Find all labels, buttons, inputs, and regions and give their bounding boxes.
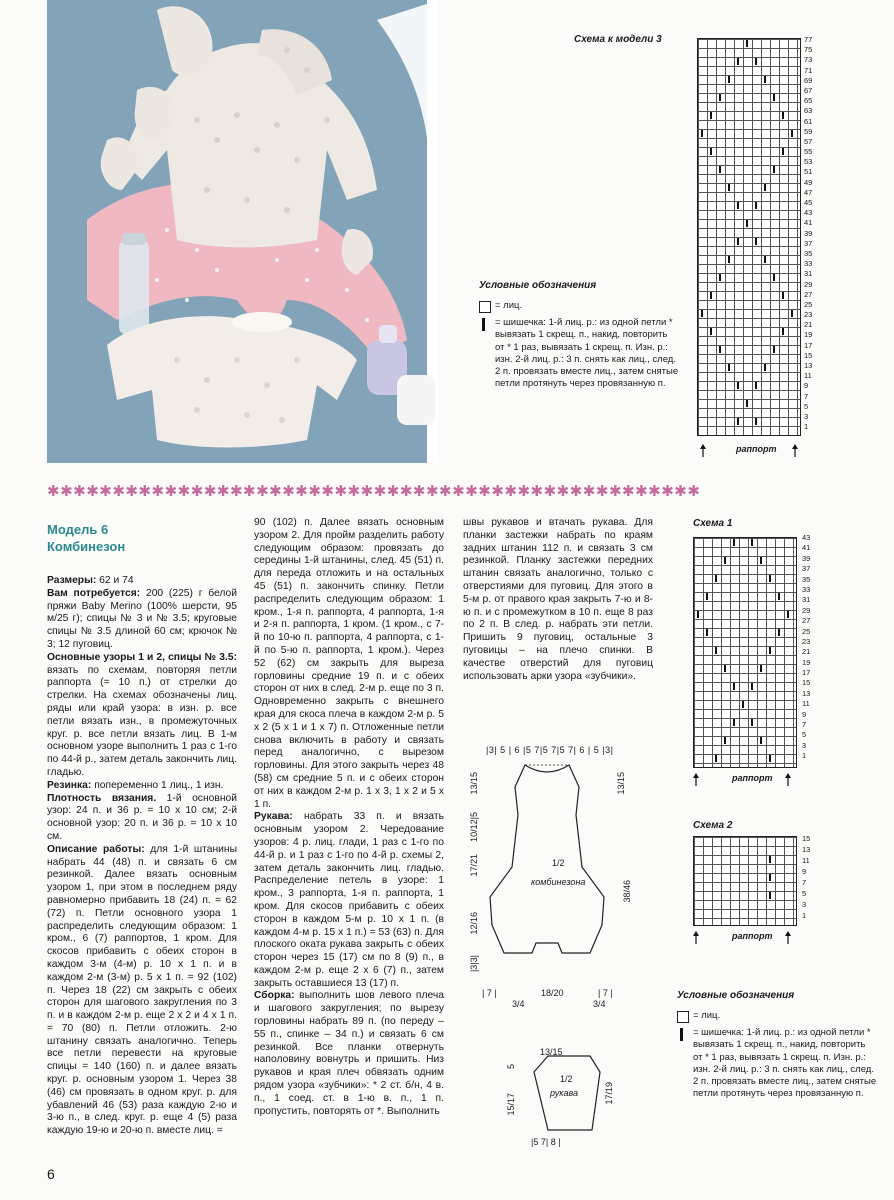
bobble-mark <box>760 665 762 672</box>
row-number: 11 <box>804 371 812 381</box>
romper-left-dim-2: 10/12|5 <box>469 812 479 842</box>
row-number: 7 <box>804 391 809 401</box>
row-number: 31 <box>802 595 811 605</box>
row-number: 7 <box>802 878 807 887</box>
paragraph-heading: Рукава: <box>254 811 293 823</box>
bobble-mark <box>719 346 721 353</box>
row-number: 7 <box>802 720 807 730</box>
paragraph-heading: Сборка: <box>254 990 295 1002</box>
bobble-mark <box>782 328 784 335</box>
legend-bottom <box>677 990 877 1104</box>
row-number: 51 <box>804 167 813 177</box>
bobble-mark <box>787 611 789 618</box>
row-number: 11 <box>802 699 810 709</box>
legend-knit-text: = лиц. <box>495 300 523 312</box>
row-number: 47 <box>804 187 813 197</box>
row-number: 23 <box>802 636 811 646</box>
vertical-bar-icon <box>479 317 491 331</box>
bobble-mark <box>737 238 739 245</box>
bobble-mark <box>719 274 721 281</box>
row-number: 19 <box>802 657 811 667</box>
bobble-mark <box>746 400 748 407</box>
arrow-up-icon <box>785 931 791 944</box>
paragraph-heading: Вам потребуется: <box>47 587 141 599</box>
scheme3-title: Схема к модели 3 <box>574 34 662 45</box>
row-number: 43 <box>804 208 813 218</box>
row-number: 57 <box>804 136 813 146</box>
text-column-1 <box>47 575 237 1138</box>
sleeve-label-name: рукава <box>550 1088 578 1098</box>
row-number: 61 <box>804 116 813 126</box>
row-number: 1 <box>804 422 809 432</box>
row-number: 13 <box>802 845 811 854</box>
legend-bobble-text: = шишечка: 1-й лиц. р.: из одной петли * вывязать 1 скрещ. п., накид, повторить от * 1 раз, вывязать 1 скрещ. п. Изн. р.: изн. 2-й лиц. р.: 3 п. снять как лиц., след. 2 п. провязать вместе лиц., затем снятые петли протянуть через провязанную п. <box>693 1027 877 1100</box>
bobble-mark <box>755 418 757 425</box>
paragraph <box>254 811 444 990</box>
row-number: 73 <box>804 55 813 65</box>
bobble-mark <box>710 112 712 119</box>
romper-bottom-small-1: 3/4 <box>512 999 525 1009</box>
row-number: 11 <box>802 856 810 865</box>
paragraph <box>47 575 237 588</box>
paragraph <box>47 652 237 780</box>
paragraph <box>47 588 237 652</box>
row-number: 23 <box>804 310 813 320</box>
row-number: 59 <box>804 126 813 136</box>
romper-label-name: комбинезона <box>531 877 586 887</box>
bobble-mark <box>782 292 784 299</box>
bobble-mark <box>751 683 753 690</box>
bobble-mark <box>737 418 739 425</box>
row-number: 37 <box>802 564 811 574</box>
paragraph-text: вязать по схемам, повторяя петли раппорта (= 10 п.) от стрелки до стрелки. На схемах обозначены лиц. ряды или край узора: в изн. р. все петли вязать изн., в промежуточных круг. р. все петли вязать лиц. В 1-м основном узоре выполнить 1 раз с 1-го по 44-й р., затем деталь закончить лиц. гладью. <box>47 664 237 778</box>
row-number: 39 <box>804 228 813 238</box>
row-number: 55 <box>804 147 813 157</box>
row-number: 13 <box>804 361 813 370</box>
romper-left-dim-4: 12/16 <box>469 912 479 935</box>
photo-knitted-baby-clothes <box>47 0 439 463</box>
paragraph-text: 90 (102) п. Далее вязать основным узором 2. Для пройм разделить работу следующим образом: провязать до середины 1-й штанины, след. 45 (51) п. для переда отложить и на остальных 45 (51) п. закончить спинку. Петли распределить следующим образом: 1 кром., 1-я п. раппорта, 4 раппорта, 1-я и 2-я п. раппорта, 1 кром. (1 кром., с 7-й по 10-ю п. раппорта, 4 раппорта, с 1-й по 5-ю п. раппорта, 1 кром.). Через 52 (62) см закрыть для выреза горловины средние 19 п. и с обеих сторон от них в след. 2-м р. еще по 3 п. Одновременно закрыть с внешнего края для скоса плеча в каждом 2-м р. 5 х 2 (5 х 1 и 1 х 7) п. Отложенные петли снова включить в работу и связать перед аналогично, с вырезом горловины. Для этого закрыть через 48 (58) см средние 5 п. и с обеих сторон от них в каждом 2-м р. 1 х 3, 1 х 2 и 5 х 1 п. <box>254 517 444 810</box>
bobble-mark <box>778 593 780 600</box>
legend-knit-row <box>677 1010 877 1023</box>
bobble-mark <box>742 701 744 708</box>
row-number: 41 <box>802 543 811 553</box>
bobble-mark <box>773 166 775 173</box>
paragraph-heading: Плотность вязания. <box>47 792 157 804</box>
row-number: 53 <box>804 157 813 167</box>
row-number: 77 <box>804 35 813 44</box>
bobble-mark <box>715 647 717 654</box>
bobble-mark <box>737 58 739 65</box>
legend-bobble-row <box>677 1027 877 1100</box>
bobble-mark <box>764 256 766 263</box>
romper-label-half: 1/2 <box>552 858 565 868</box>
romper-bottom-dim-1: | 7 | <box>482 988 497 998</box>
model-title <box>47 521 125 555</box>
bobble-mark <box>746 220 748 227</box>
paragraph-text: выполнить шов левого плеча и шагового закругления; по вырезу горловины набрать 89 п. (по переду – 55 п., спинке – 34 п.) и связать 6 см резинкой. Все планки отвернуть наполовину вовнутрь и пришить. Низ рукавов и края плеч обвязать одним рядом узора «зубчики»: * 2 ст. б/н, 4 в. п., 1 соед. ст. в 1-ю в. п., 1 п. пропустить, повторять от *. Выполнить <box>254 990 444 1117</box>
romper-bottom-dim-2: 18/20 <box>541 988 564 998</box>
paragraph-text: 1-й основной узор: 24 п. и 36 р. = 10 х 10 см; 2-й основной узор: 20 п. и 36 р. = 10 х 10 см. <box>47 792 238 842</box>
bobble-mark <box>737 382 739 389</box>
row-number: 15 <box>804 350 813 360</box>
bobble-mark <box>724 737 726 744</box>
empty-square-icon <box>677 1010 689 1023</box>
bobble-mark <box>710 328 712 335</box>
row-number: 1 <box>802 911 807 920</box>
legend-title: Условные обозначения <box>479 280 597 291</box>
row-number: 75 <box>804 45 813 55</box>
row-number: 5 <box>802 889 807 898</box>
bobble-mark <box>751 539 753 546</box>
bobble-mark <box>778 629 780 636</box>
row-number: 63 <box>804 106 813 116</box>
scheme2-grid <box>693 836 797 926</box>
paragraph-text: набрать 33 п. и вязать основным узором 2. Чередование узоров: 4 р. лиц. глади, 1 раз с 1-го по 44-й р. и 1 раз с 1-го по 4-й р. схемы 2, затем деталь закончить лиц. гладью. Распределение петель в узоре: 1 кром., 3 раппорта, 1-я п. раппорта, 1 кром. Для скосов прибавить с обеих сторон в каждом 5-м р. 10 х 1 п. (в каждом 4-м р. 15 х 1 п.) = 53 (63) п. Для плоского оката рукава закрыть с обеих сторон через 15 (17) см по 8 (9) п., в каждом 2-м р. еще 2 х 6 (7) п., затем закрыть оставшиеся 13 (17) п. <box>254 811 444 989</box>
row-number: 35 <box>804 248 813 258</box>
row-number: 69 <box>804 75 813 85</box>
page-number: 6 <box>47 1166 55 1182</box>
bobble-mark <box>733 539 735 546</box>
row-number: 19 <box>804 330 813 340</box>
bobble-mark <box>769 856 771 863</box>
legend-top <box>479 280 679 394</box>
scheme1-rapport-arrows <box>693 773 803 787</box>
bobble-mark <box>760 737 762 744</box>
row-number: 71 <box>804 65 813 75</box>
sleeve-right-dim-1: 17/19 <box>604 1082 614 1105</box>
row-number: 25 <box>804 299 813 309</box>
row-number: 65 <box>804 96 813 106</box>
row-number: 17 <box>804 340 813 350</box>
text-column-2 <box>254 517 444 1118</box>
scheme2-title: Схема 2 <box>693 820 733 831</box>
ornament-divider: ✱✱✱✱✱✱✱✱✱✱✱✱✱✱✱✱✱✱✱✱✱✱✱✱✱✱✱✱✱✱✱✱✱✱✱✱✱✱✱✱✱✱✱✱✱✱✱✱✱✱ <box>47 483 701 500</box>
paragraph-heading: Резинка: <box>47 779 92 791</box>
row-number: 9 <box>802 867 807 876</box>
bobble-mark <box>715 575 717 582</box>
row-number: 29 <box>802 605 811 615</box>
bobble-mark <box>769 874 771 881</box>
arrow-up-icon <box>785 773 791 786</box>
row-number: 25 <box>802 626 811 636</box>
row-number: 27 <box>802 616 811 626</box>
bobble-mark <box>733 683 735 690</box>
row-number: 15 <box>802 834 811 843</box>
bobble-mark <box>782 148 784 155</box>
bobble-mark <box>706 629 708 636</box>
paragraph-text: швы рукавов и втачать рукава. Для планки застежки набрать по краям задних штанин 112 п. и связать 3 см резинкой. Планку застежки передних штанин связать аналогично, только с отверстиями для пуговиц. Для этого в 5-м р. от правого края закрыть 7-ю и 8-ю п. и с промежутком в 10 п. еще 8 раз по 2 п. В след. р. набрать эти петли. Пришить 9 пуговиц, остальные 3 пуговицы – на плечо спинки. В качестве отверстий для пуговиц использовать арки узора «зубчики». <box>463 517 653 682</box>
row-number: 45 <box>804 198 813 207</box>
paragraph-text: 200 (225) г белой пряжи Baby Merino (100% шерсти, 95 м/25 г); спицы № 3 и № 3.5; круговые спицы № 3.5 длиной 60 см; крючок № 3; 12 пуговиц. <box>47 587 238 650</box>
bobble-mark <box>764 364 766 371</box>
row-number: 1 <box>802 751 807 761</box>
row-number: 21 <box>802 647 811 657</box>
scheme1-row-numbers <box>802 533 810 762</box>
bobble-mark <box>728 364 730 371</box>
legend-knit-row <box>479 300 679 313</box>
bobble-mark <box>724 557 726 564</box>
paragraph <box>254 517 444 811</box>
sleeve-label-half: 1/2 <box>560 1074 573 1084</box>
scheme3-rapport-label: раппорт <box>736 444 777 454</box>
row-number: 5 <box>804 401 809 411</box>
bobble-mark <box>715 755 717 762</box>
row-number: 31 <box>804 269 813 279</box>
scheme2-rapport-arrows <box>693 931 803 945</box>
sleeve-left-dim-2: 15/17 <box>506 1093 516 1116</box>
bobble-mark <box>701 130 703 137</box>
bobble-mark <box>755 58 757 65</box>
row-number: 15 <box>802 678 811 688</box>
empty-square-icon <box>479 300 491 313</box>
paragraph-text: для 1-й штанины набрать 44 (48) п. и связать 6 см резинкой. Далее вязать основным узором 1, при этом в последнем ряду равномерно прибавить 18 (24) п. = 62 (72) п. Петли основного узора 1 распределить следующим образом: 1 кром., 6 (7) раппортов, 1 кром. Для скосов прибавить с обеих сторон в каждом 3-м (4-м) р. 10 х 1 п. и в каждом 2-м (3-м) р. 5 х 1 п. = 92 (102) п. Через 18 (22) см закрыть с обеих сторон для шагового закругления по 3 п. и в каждом 2-м р. еще 2 х 2 и 4 х 1 п. = 70 (80) п. Петли отложить. 2-ю штанину связать аналогично. Теперь все петли перевести на круговые спицы = 140 (160) п. и далее вязать круг. р. основным узором 1. Через 38 (46) см провязать в одном круг. р. для убавлений 46 (53) раза каждую 2-ю и 3-ю п., в след. круг. р. еще 4 (5) раза каждую 19-ю и 20-ю п. вместе лиц. = <box>47 843 237 1137</box>
bobble-mark <box>728 184 730 191</box>
row-number: 35 <box>802 574 811 584</box>
row-number: 3 <box>802 900 807 909</box>
romper-left-dim-5: |3|3| <box>469 955 479 973</box>
romper-left-dim-1: 13/15 <box>469 772 479 795</box>
paragraph-text: 62 и 74 <box>96 575 134 586</box>
bobble-mark <box>728 256 730 263</box>
romper-right-dim-2: 38/46 <box>622 880 632 903</box>
row-number: 3 <box>804 411 809 421</box>
sleeve-bottom-dim: |5 7| 8 | <box>531 1137 561 1147</box>
bobble-mark <box>782 112 784 119</box>
scheme1-rapport-label: раппорт <box>732 773 773 783</box>
paragraph <box>47 844 237 1138</box>
row-number: 37 <box>804 238 813 248</box>
legend-title: Условные обозначения <box>677 990 795 1001</box>
row-number: 41 <box>804 218 813 228</box>
model-number: Модель 6 <box>47 522 109 537</box>
paragraph-text: попеременно 1 лиц., 1 изн. <box>91 779 224 791</box>
scheme3-rapport-arrows <box>700 444 810 458</box>
bobble-mark <box>710 292 712 299</box>
paragraph-heading: Основные узоры 1 и 2, спицы № 3.5: <box>47 651 237 663</box>
bobble-mark <box>773 346 775 353</box>
row-number: 9 <box>804 381 809 391</box>
text-column-3 <box>463 517 653 683</box>
row-number: 17 <box>802 668 811 678</box>
bobble-mark <box>791 130 793 137</box>
row-number: 29 <box>804 279 813 289</box>
paragraph <box>47 793 237 844</box>
arrow-up-icon <box>693 773 699 786</box>
arrow-up-icon <box>693 931 699 944</box>
bobble-mark <box>737 202 739 209</box>
bobble-mark <box>764 184 766 191</box>
romper-bottom-small-2: 3/4 <box>593 999 606 1009</box>
arrow-up-icon <box>792 444 798 457</box>
bobble-mark <box>706 593 708 600</box>
bobble-mark <box>773 94 775 101</box>
romper-right-dim-1: 13/15 <box>616 772 626 795</box>
scheme2-row-numbers <box>802 833 810 921</box>
bobble-mark <box>710 148 712 155</box>
bobble-mark <box>697 611 699 618</box>
bobble-mark <box>719 166 721 173</box>
model-name: Комбинезон <box>47 539 126 554</box>
row-number: 43 <box>802 533 811 542</box>
bobble-mark <box>701 310 703 317</box>
legend-bobble-text: = шишечка: 1-й лиц. р.: из одной петли * вывязать 1 скрещ. п., накид, повторить от * 1 раз, вывязать 1 скрещ. п. Изн. р.: изн. 2-й лиц. р.: 3 п. снять как лиц., след. 2 п. провязать вместе лиц., затем снятые петли протянуть через провязанную п. <box>495 317 679 390</box>
bobble-mark <box>719 94 721 101</box>
romper-bottom-dim-3: | 7 | <box>598 988 613 998</box>
bobble-mark <box>755 238 757 245</box>
legend-bobble-row <box>479 317 679 390</box>
bobble-mark <box>760 557 762 564</box>
bobble-mark <box>773 274 775 281</box>
bobble-mark <box>733 719 735 726</box>
bobble-mark <box>728 76 730 83</box>
row-number: 33 <box>804 259 813 269</box>
bobble-mark <box>791 310 793 317</box>
sleeve-left-dim-1: 5 <box>506 1064 516 1070</box>
sleeve-top-dim: 13/15 <box>540 1047 563 1057</box>
bobble-mark <box>751 719 753 726</box>
row-number: 3 <box>802 740 807 750</box>
paragraph <box>463 517 653 683</box>
bobble-mark <box>755 202 757 209</box>
row-number: 13 <box>802 688 811 698</box>
row-number: 33 <box>802 584 811 594</box>
arrow-up-icon <box>700 444 706 457</box>
paragraph-heading: Описание работы: <box>47 843 145 855</box>
bobble-mark <box>764 76 766 83</box>
scheme1-grid <box>693 537 797 768</box>
romper-top-dims: |3| 5 | 6 |5 7|5 7|5 7| 6 | 5 |3| <box>486 745 614 755</box>
paragraph <box>254 990 444 1118</box>
bobble-mark <box>755 382 757 389</box>
legend-knit-text: = лиц. <box>693 1010 721 1022</box>
bobble-mark <box>724 665 726 672</box>
scheme3-grid <box>697 38 801 436</box>
row-number: 21 <box>804 320 813 330</box>
bobble-mark <box>769 892 771 899</box>
romper-left-dim-3: 17/21 <box>469 854 479 877</box>
bobble-mark <box>769 647 771 654</box>
vertical-bar-icon <box>677 1027 689 1041</box>
row-number: 9 <box>802 709 807 719</box>
row-number: 67 <box>804 85 813 95</box>
scheme2-rapport-label: раппорт <box>732 931 773 941</box>
paragraph <box>47 780 237 793</box>
row-number: 39 <box>802 553 811 563</box>
scheme1-title: Схема 1 <box>693 518 733 529</box>
row-number: 27 <box>804 289 813 299</box>
scheme3-row-numbers <box>804 35 812 432</box>
paragraph-heading: Размеры: <box>47 575 97 586</box>
row-number: 49 <box>804 177 813 187</box>
row-number: 5 <box>802 730 807 740</box>
bobble-mark <box>769 755 771 762</box>
bobble-mark <box>769 575 771 582</box>
bobble-mark <box>746 40 748 47</box>
